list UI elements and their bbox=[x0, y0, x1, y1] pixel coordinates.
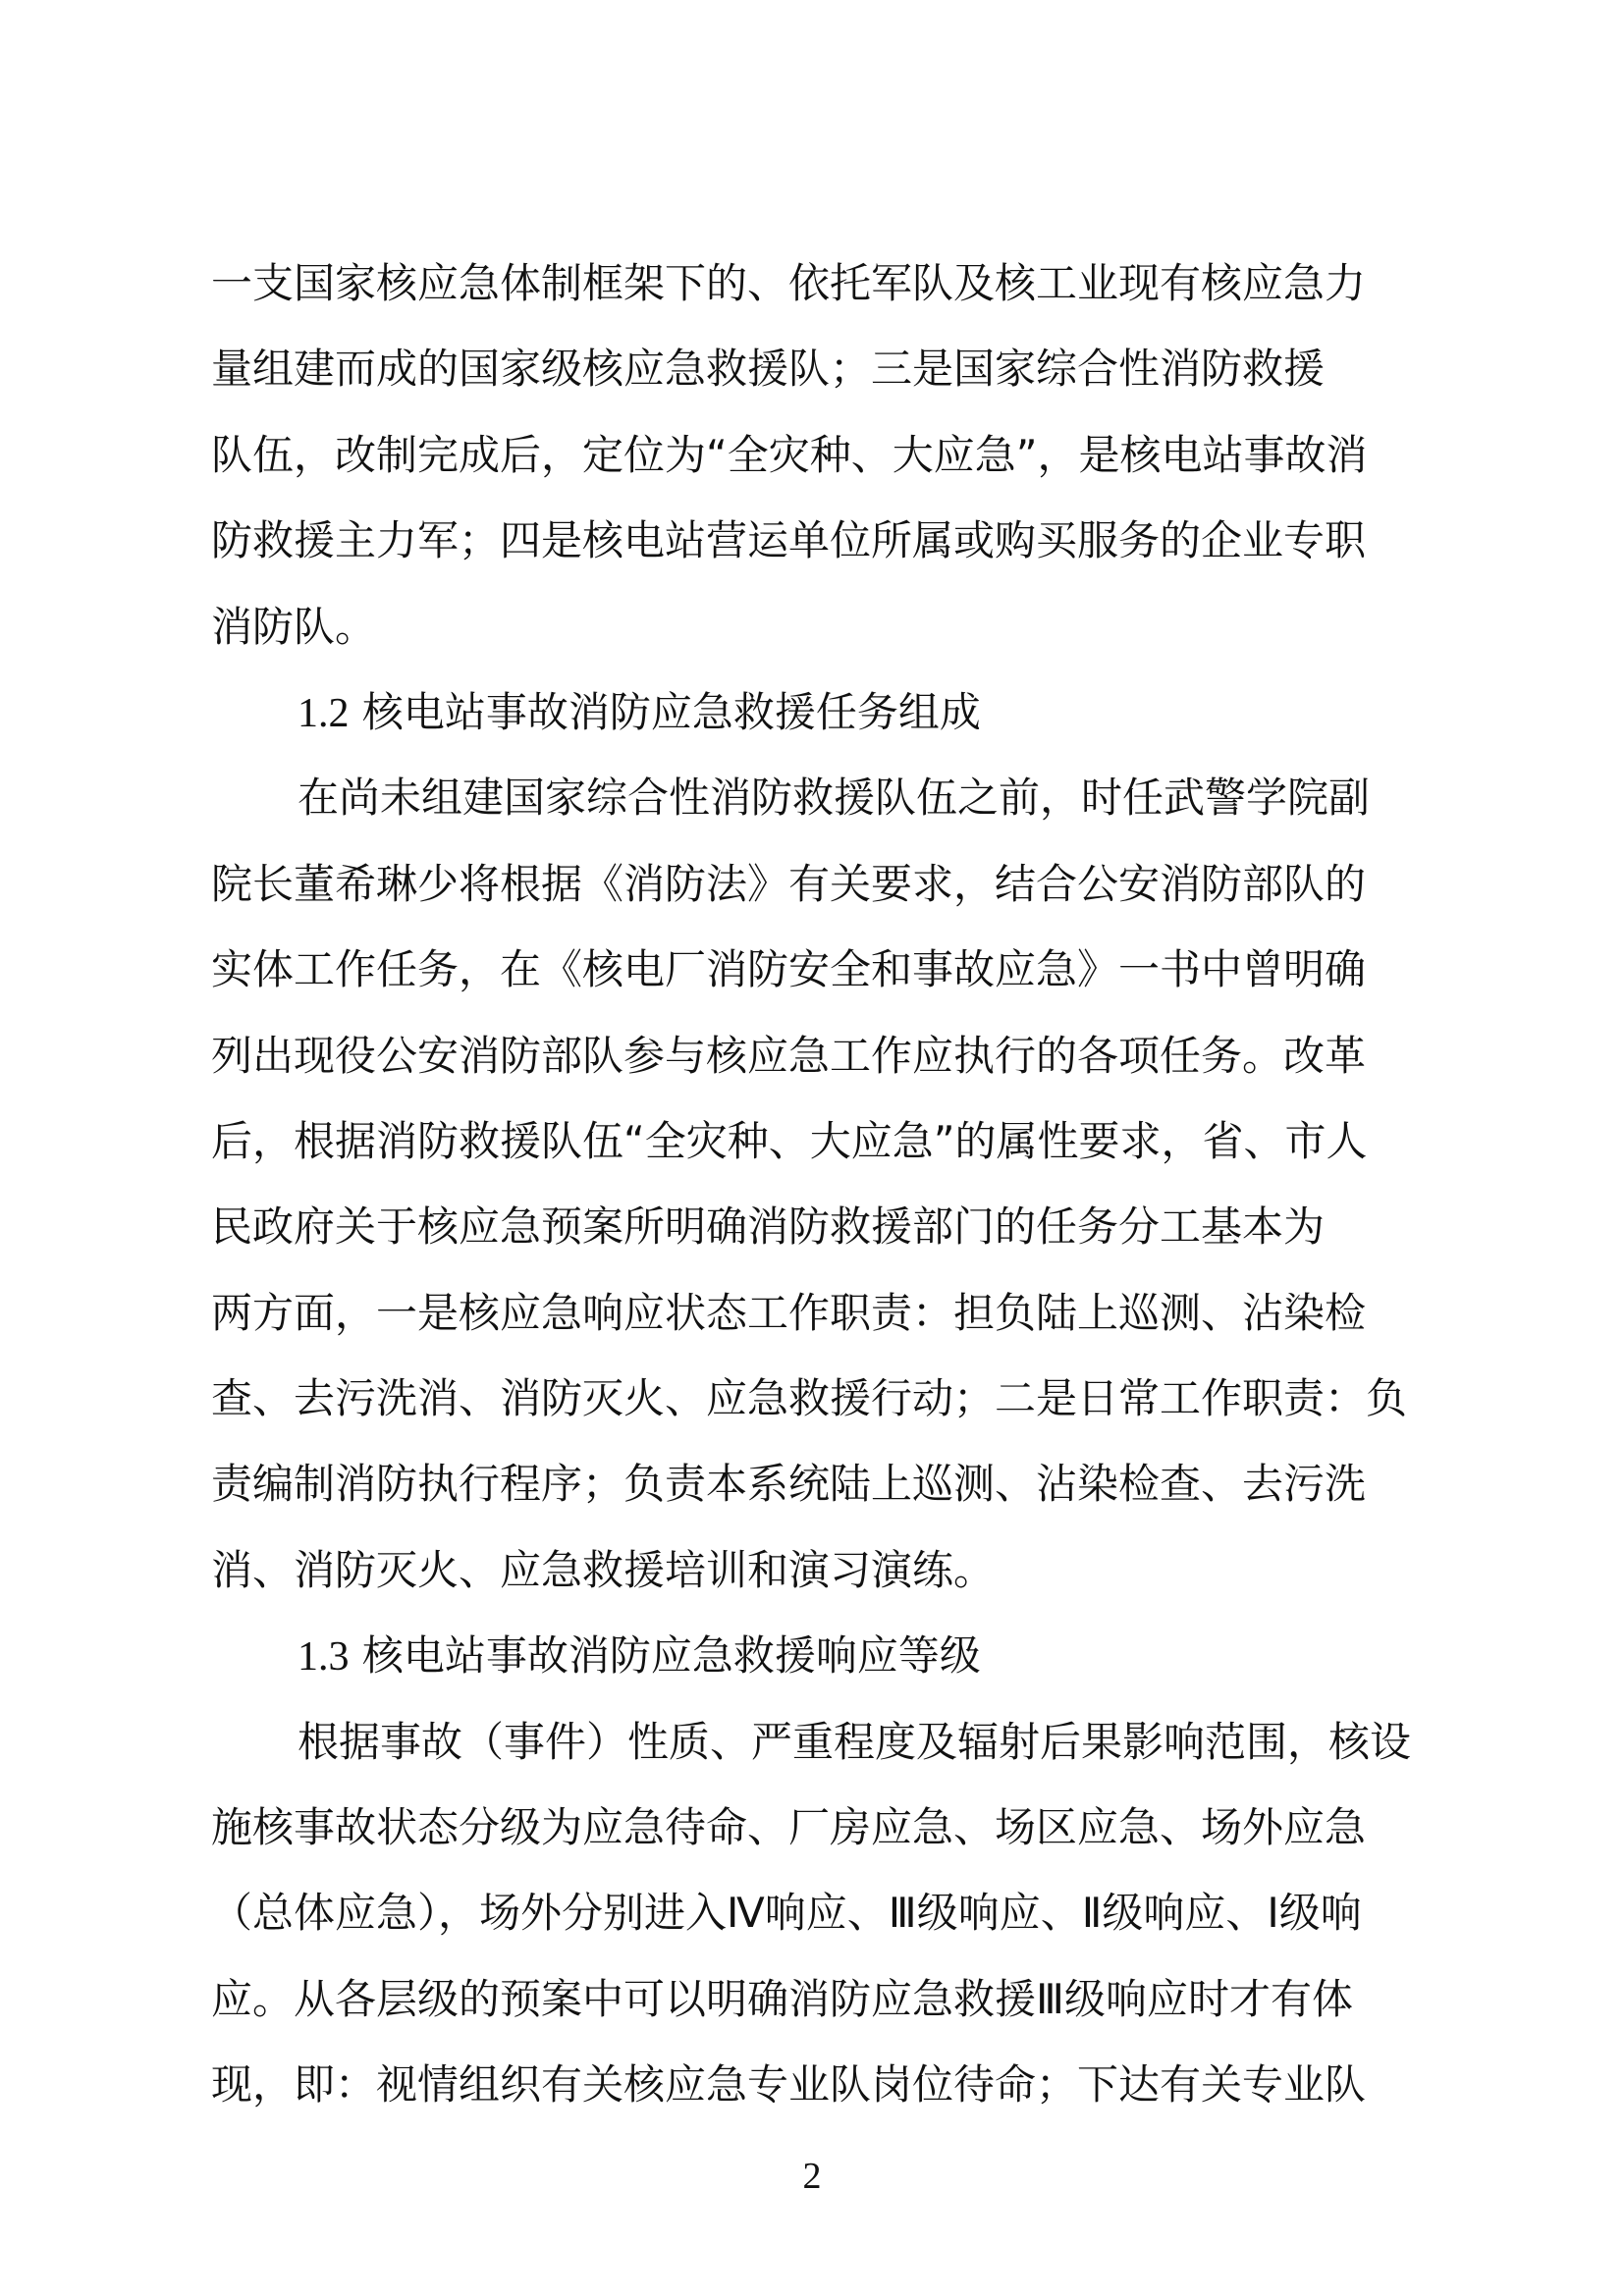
text-line: 根据事故（事件）性质、严重程度及辐射后果影响范围，核设 bbox=[298, 1717, 1412, 1766]
text-line: 两方面，一是核应急响应状态工作职责：担负陆上巡测、沾染检 bbox=[211, 1288, 1367, 1337]
text-line: 消、消防灭火、应急救援培训和演习演练。 bbox=[211, 1545, 996, 1594]
text-line: 防救援主力军；四是核电站营运单位所属或购买服务的企业专职 bbox=[211, 516, 1367, 565]
text-line: 在尚未组建国家综合性消防救援队伍之前，时任武警学院副 bbox=[298, 774, 1371, 823]
text-line: 队伍，改制完成后，定位为“全灾种、大应急”，是核电站事故消 bbox=[211, 430, 1368, 479]
paragraph bbox=[211, 755, 1429, 1613]
text-line: 查、去污洗消、消防灭火、应急救援行动；二是日常工作职责：负 bbox=[211, 1374, 1408, 1423]
text-line: 责编制消防执行程序；负责本系统陆上巡测、沾染检查、去污洗 bbox=[211, 1460, 1367, 1509]
section-heading bbox=[211, 1613, 1429, 1698]
section-title: 核电站事故消防应急救援响应等级 bbox=[361, 1631, 981, 1681]
paragraph bbox=[211, 1699, 1429, 2128]
text-line: 量组建而成的国家级核应急救援队；三是国家综合性消防救援 bbox=[211, 345, 1326, 394]
text-line: 列出现役公安消防部队参与核应急工作应执行的各项任务。改革 bbox=[211, 1031, 1367, 1080]
text-line: 消防队。 bbox=[211, 602, 377, 651]
section-title: 核电站事故消防应急救援任务组成 bbox=[361, 687, 981, 736]
text-line: 实体工作任务，在《核电厂消防安全和事故应急》一书中曾明确 bbox=[211, 945, 1367, 994]
text-line: 民政府关于核应急预案所明确消防救援部门的任务分工基本为 bbox=[211, 1202, 1326, 1252]
paragraph bbox=[211, 240, 1429, 669]
text-line: （总体应急），场外分别进入Ⅳ响应、Ⅲ级响应、Ⅱ级响应、Ⅰ级响 bbox=[211, 1889, 1362, 1938]
page-number: 2 bbox=[802, 2156, 822, 2197]
section-number: 1.3 bbox=[298, 1634, 350, 1681]
text-line: 院长董希琳少将根据《消防法》有关要求，结合公安消防部队的 bbox=[211, 859, 1367, 908]
text-line: 现，即：视情组织有关核应急专业队岗位待命；下达有关专业队 bbox=[211, 2060, 1367, 2109]
text-line: 一支国家核应急体制框架下的、依托军队及核工业现有核应急力 bbox=[211, 259, 1367, 307]
text-line: 后，根据消防救援队伍“全灾种、大应急”的属性要求，省、市人 bbox=[211, 1116, 1368, 1165]
text-line: 施核事故状态分级为应急待命、厂房应急、场区应急、场外应急 bbox=[211, 1803, 1367, 1852]
text-line: 应。从各层级的预案中可以明确消防应急救援Ⅲ级响应时才有体 bbox=[211, 1974, 1353, 2023]
section-number: 1.2 bbox=[298, 690, 350, 736]
document-body bbox=[211, 240, 1429, 2128]
section-heading bbox=[211, 669, 1429, 755]
